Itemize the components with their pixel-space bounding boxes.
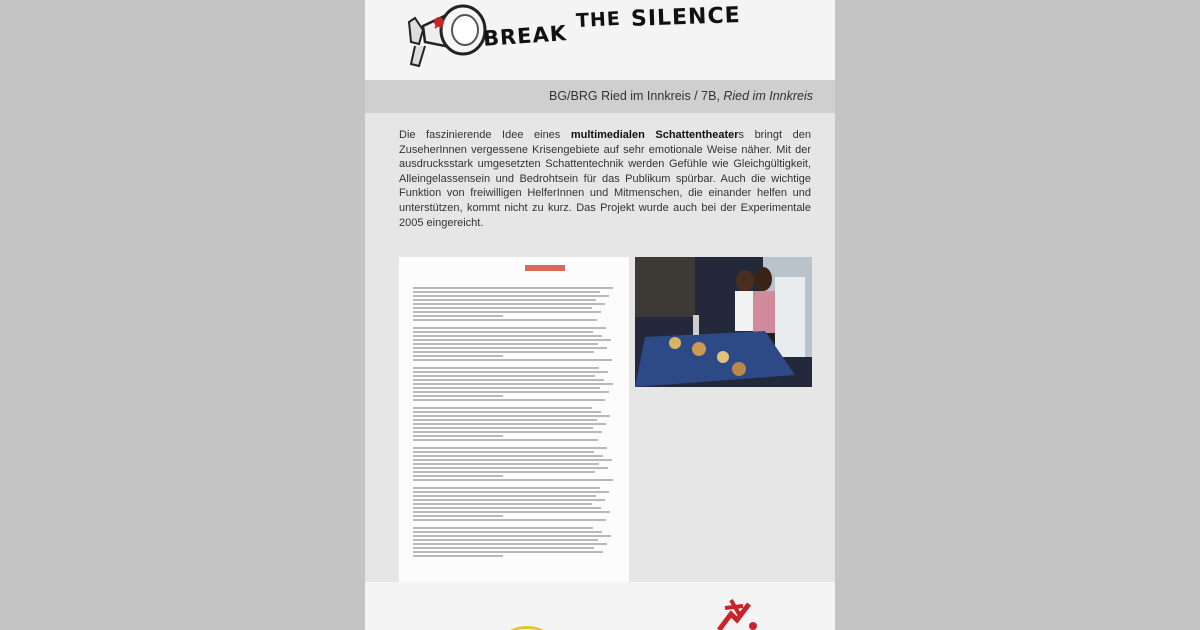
letter-line (413, 503, 592, 505)
letter-line (413, 307, 592, 309)
letter-line (413, 343, 598, 345)
school-info (549, 89, 813, 103)
letter-line (413, 487, 600, 489)
letter-line (413, 395, 503, 397)
school-name: BG/BRG Ried im Innkreis / 7B, (549, 89, 720, 103)
msf-logo-icon (709, 596, 769, 630)
letter-line (413, 383, 613, 385)
letter-line (413, 447, 607, 449)
letter-line (413, 519, 606, 521)
letter-line (413, 507, 601, 509)
letter-line (413, 379, 604, 381)
letter-line (413, 327, 606, 329)
photo-scene (635, 257, 812, 387)
letter-line (413, 539, 598, 541)
poster-header (365, 0, 835, 80)
letter-line (413, 511, 610, 513)
letter-line (413, 347, 607, 349)
letter-line (413, 431, 602, 433)
letter-line (413, 367, 599, 369)
logo-word-the: THE (575, 7, 622, 33)
poster-sheet (365, 0, 835, 630)
letter-line (413, 499, 605, 501)
letter-line (413, 555, 503, 557)
letter-line (413, 391, 609, 393)
letter-line (413, 531, 602, 533)
letter-line (413, 435, 503, 437)
letter-line (413, 411, 601, 413)
letter-line (413, 455, 603, 457)
letter-line (413, 475, 503, 477)
letter-line (413, 387, 600, 389)
letter-line (413, 479, 613, 481)
letter-line (413, 551, 603, 553)
school-place: Ried im Innkreis (723, 89, 813, 103)
letter-line (413, 375, 595, 377)
letter-line (413, 415, 610, 417)
letter-line (413, 535, 611, 537)
description-bold: multimedialen Schattentheater (570, 129, 739, 141)
letter-line (413, 543, 607, 545)
letter-line (413, 527, 593, 529)
classroom-photo (635, 257, 812, 387)
poster-footer (365, 582, 835, 630)
letter-line (413, 439, 598, 441)
letter-line (413, 315, 503, 317)
letter-line (413, 463, 599, 465)
letter-line (413, 471, 595, 473)
description-rest: s bringt den ZuseherInnen vergessene Krisengebiete auf sehr emotionale Weise näher. Mit der ausdrucksstark umgesetzten Schattentechnik werden Gefühle wie Gleichgültigkeit, Alleingelassensein und Bedrohtsein für das Publikum spürbar. Auch die wichtige Funktion von freiwilligen HelferInnen und Mitmenschen, die einander helfen und unterstützen, kommt nicht zu kurz. Das Projekt wurde auch bei der Experimentale 2005 eingereicht. (399, 129, 811, 229)
sponsor-logo (505, 626, 549, 630)
letter-line (413, 295, 609, 297)
letter-line (413, 399, 605, 401)
letter-line (413, 459, 612, 461)
letter-line (413, 335, 602, 337)
letter-line (413, 331, 593, 333)
letter-logo (525, 265, 565, 271)
letter-line (413, 339, 611, 341)
letter-line (413, 419, 597, 421)
project-description (399, 128, 811, 230)
logo-word-silence: SILENCE (630, 3, 742, 32)
letter-line (413, 287, 613, 289)
scanned-letter (399, 257, 629, 582)
letter-line (413, 407, 592, 409)
letter-line (413, 491, 609, 493)
letter-line (413, 427, 593, 429)
school-strip (365, 80, 835, 113)
letter-line (413, 291, 600, 293)
letter-line (413, 355, 503, 357)
letter-line (413, 359, 612, 361)
letter-line (413, 311, 601, 313)
letter-line (413, 547, 594, 549)
letter-line (413, 515, 503, 517)
description-intro: Die faszinierende Idee eines (399, 129, 571, 141)
letter-line (413, 467, 608, 469)
letter-line (413, 423, 606, 425)
letter-line (413, 495, 596, 497)
letter-line (413, 351, 594, 353)
letter-line (413, 451, 594, 453)
logo-word-break: BREAK (482, 21, 568, 51)
letter-line (413, 299, 596, 301)
letter-line (413, 319, 597, 321)
letter-line (413, 371, 608, 373)
letter-line (413, 303, 605, 305)
